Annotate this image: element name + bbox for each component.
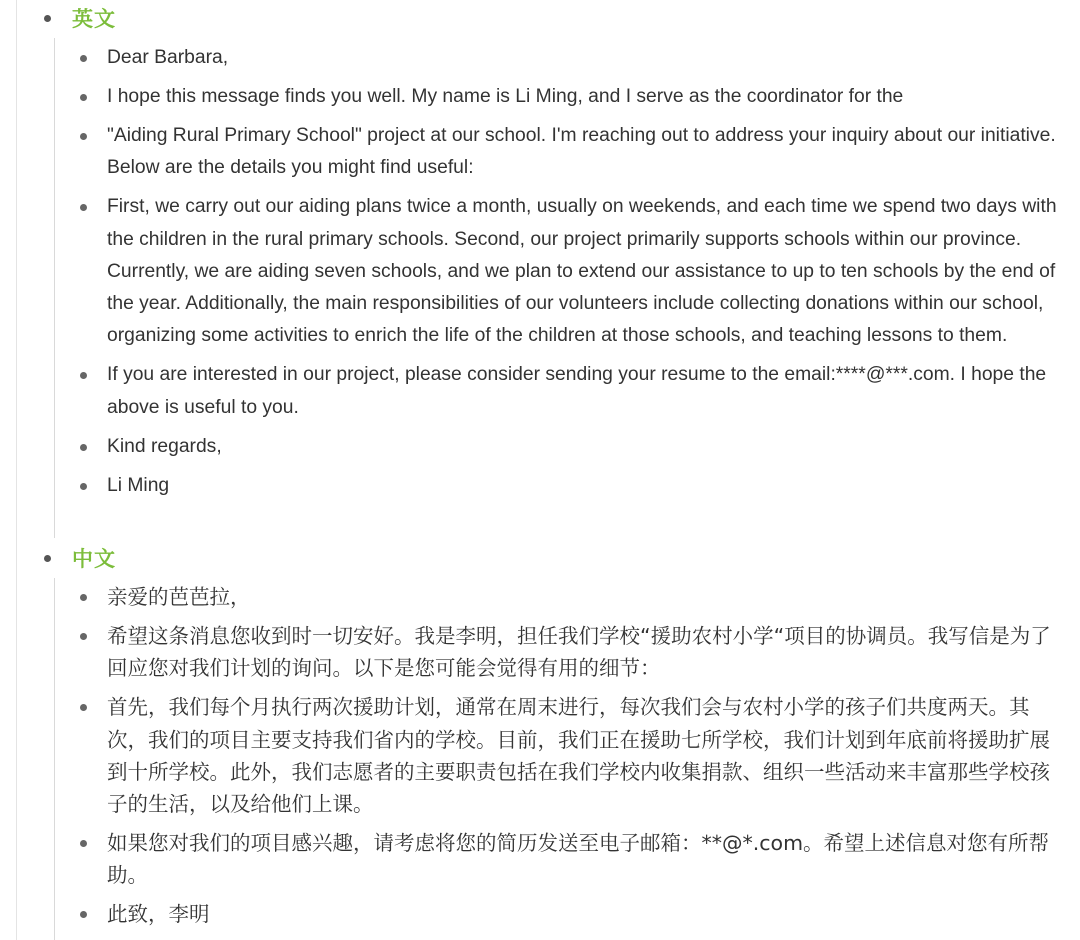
list-item-text: 如果您对我们的项目感兴趣，请考虑将您的简历发送至电子邮箱：**@*.com。希望上述信息对您有所帮助。 [107, 831, 1050, 888]
list-item [79, 81, 1059, 113]
list-item [79, 359, 1059, 424]
list-item-text: 希望这条消息您收到时一切安好。我是李明，担任我们学校“援助农村小学“项目的协调员。我写信是为了回应您对我们计划的询问。以下是您可能会觉得有用的细节： [107, 623, 1051, 681]
list-item-text: 亲爱的芭芭拉， [107, 585, 251, 609]
bullet-dot [80, 840, 87, 847]
list-item-text: 首先，我们每个月执行两次援助计划，通常在周末进行，每次我们会与农村小学的孩子们共度两天。其次，我们的项目主要支持我们省内的学校。目前，我们正在援助七所学校，我们计划到年底前将援助扩展到十所学校。此外，我们志愿者的主要职责包括在我们学校内收集捐款、组织一些活动来丰富那些学校孩子的生活，以及给他们上课。 [107, 695, 1050, 817]
english-item-list [79, 42, 1059, 509]
list-item [79, 120, 1059, 185]
outline-rail [16, 0, 17, 940]
list-item-text: First, we carry out our aiding plans twice a month, usually on weekends, and each time we spend two days with the children in the rural primary schools. Second, our project primarily supports schools within our province. Currently, we are aiding seven schools, and we plan to extend our assistance to up to ten schools by the end of the year. Additionally, the main responsibilities of our volunteers include collecting donations within our school, organizing some activities to enrich the life of the children at those schools, and teaching lessons to them. [107, 196, 1057, 347]
section-bullet [44, 15, 51, 22]
list-item [79, 691, 1059, 820]
list-item [79, 42, 1059, 74]
list-item [79, 431, 1059, 463]
list-item-text: I hope this message finds you well. My name is Li Ming, and I serve as the coordinator for the [107, 85, 904, 107]
bullet-dot [80, 133, 87, 140]
bullet-dot [80, 204, 87, 211]
list-item-text: If you are interested in our project, please consider sending your resume to the email:****@***.com. I hope the above is useful to you. [107, 364, 1047, 418]
bullet-dot [80, 483, 87, 490]
section-bullet [44, 555, 51, 562]
list-item [79, 581, 1059, 613]
list-item [79, 191, 1059, 352]
list-item-text: 此致，李明 [107, 902, 210, 927]
chinese-sub-rail [54, 578, 55, 940]
list-item [79, 898, 1059, 930]
chinese-section-title: 中文 [72, 547, 116, 571]
bullet-dot [80, 594, 87, 601]
bullet-dot [80, 704, 87, 711]
english-section-header[interactable] [44, 1, 116, 35]
list-item [79, 827, 1059, 892]
list-item [79, 620, 1059, 685]
list-item-text: Li Ming [107, 474, 170, 496]
bullet-dot [80, 94, 87, 101]
bullet-dot [80, 911, 87, 918]
chinese-section-header[interactable] [44, 541, 116, 575]
bullet-dot [80, 55, 87, 62]
bullet-dot [80, 372, 87, 379]
list-item-text: "Aiding Rural Primary School" project at our school. I'm reaching out to address your inquiry about our initiative. Below are the details you might find useful: [107, 124, 1056, 179]
english-sub-rail [54, 38, 55, 538]
list-item [79, 470, 1059, 502]
bullet-dot [80, 633, 87, 640]
chinese-item-list [79, 581, 1059, 937]
english-section-title: 英文 [72, 7, 116, 31]
list-item-text: Dear Barbara, [107, 47, 229, 68]
bullet-dot [80, 444, 87, 451]
list-item-text: Kind regards, [107, 435, 222, 457]
